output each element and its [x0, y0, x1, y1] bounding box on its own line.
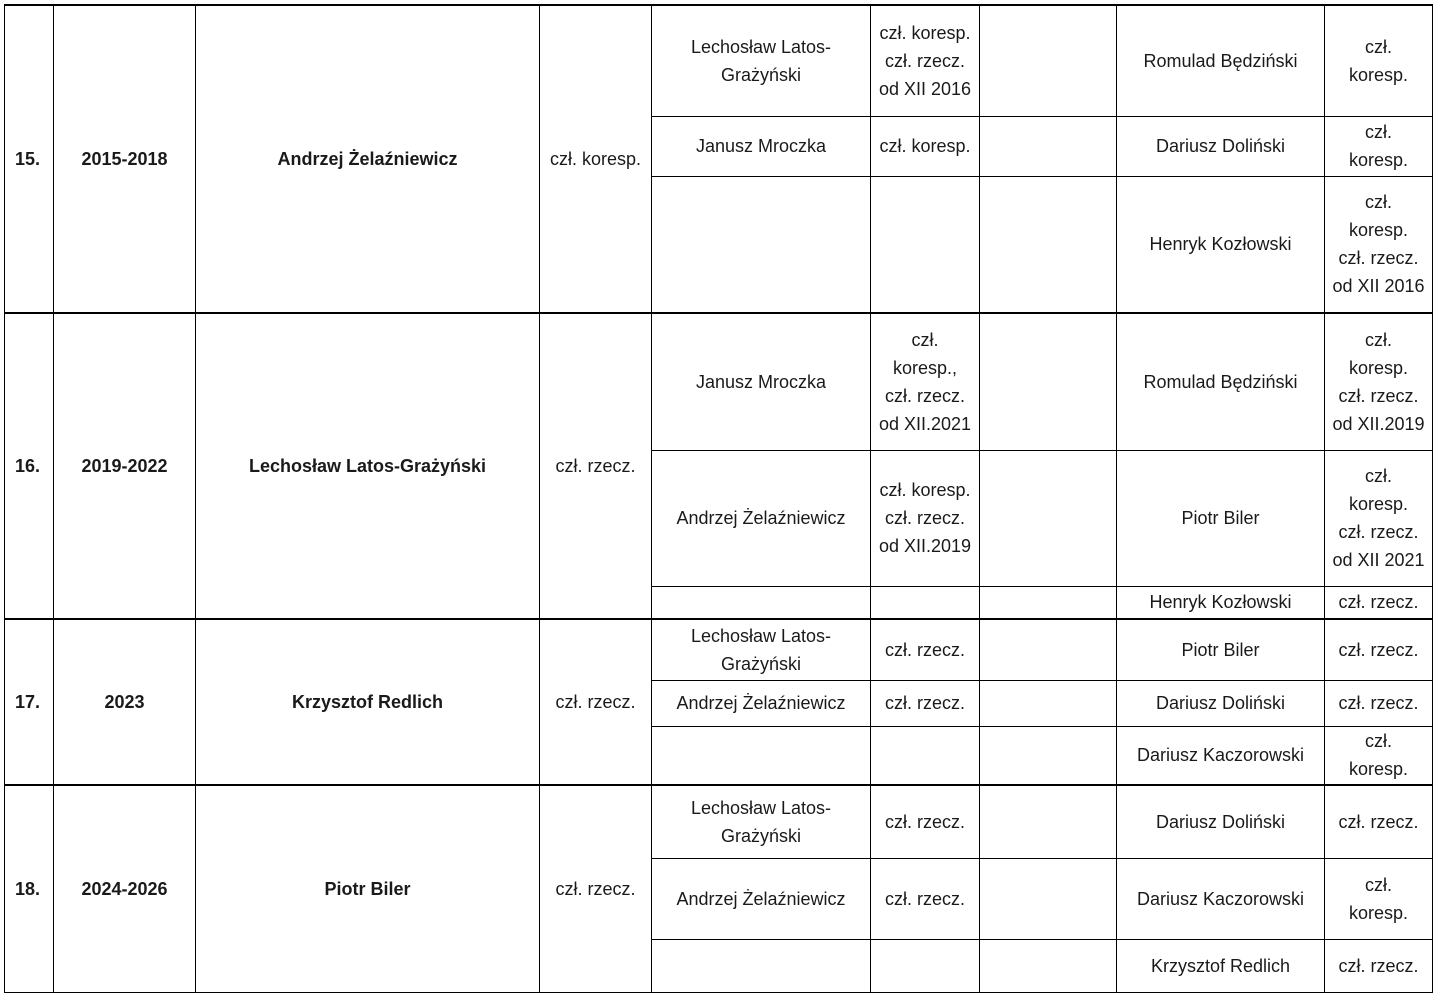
empty-cell — [980, 726, 1117, 785]
member-status-text: czł. koresp. czł. rzecz. od XII 2021 — [1332, 466, 1425, 570]
member-name-text: Janusz Mroczka — [695, 136, 827, 156]
member-status-text: czł. koresp. czł. rzecz. od XII.2019 — [1332, 329, 1425, 434]
term-years: 2023 — [54, 619, 196, 785]
member-status-text: czł. rzecz. — [884, 639, 965, 660]
member-status-text: czł. rzecz. — [884, 888, 965, 909]
chair-name: Piotr Biler — [196, 785, 540, 992]
member-status — [871, 586, 980, 619]
member-status — [871, 313, 980, 450]
member-name-text: Janusz Mroczka — [695, 371, 827, 392]
member-name — [1117, 726, 1325, 785]
term-number: 18. — [5, 785, 54, 992]
chair-status: czł. rzecz. — [540, 313, 652, 619]
member-status — [1325, 726, 1433, 785]
member-name-text: Piotr Biler — [1181, 639, 1260, 660]
member-status-text: czł. rzecz. — [1338, 693, 1419, 713]
member-status-text: czł. koresp. — [1348, 731, 1409, 780]
member-name-text: Dariusz Kaczorowski — [1136, 745, 1305, 766]
member-name-text: Romulad Będziński — [1143, 50, 1298, 71]
empty-cell — [980, 858, 1117, 939]
member-status-text: czł. rzecz. — [884, 693, 965, 713]
member-status-text: czł. koresp. — [1348, 36, 1409, 85]
table-row — [5, 313, 1433, 450]
member-status — [871, 450, 980, 586]
member-status — [1325, 5, 1433, 116]
member-name-text: Henryk Kozłowski — [1149, 234, 1292, 255]
member-name-text: Henryk Kozłowski — [1149, 592, 1292, 613]
member-status — [871, 5, 980, 116]
table-row — [5, 5, 1433, 116]
member-status — [1325, 176, 1433, 313]
member-name — [652, 5, 871, 116]
member-status — [871, 726, 980, 785]
empty-cell — [980, 680, 1117, 726]
member-status-text: czł. rzecz. — [884, 811, 965, 832]
table-row — [5, 785, 1433, 858]
chair-name: Andrzej Żelaźniewicz — [196, 5, 540, 313]
member-name-text: Andrzej Żelaźniewicz — [676, 508, 846, 528]
member-status — [871, 176, 980, 313]
member-status-text: czł. rzecz. — [1338, 639, 1419, 660]
member-name-text: Dariusz Doliński — [1155, 811, 1286, 832]
member-status-text: czł. koresp. — [879, 136, 971, 156]
member-status-text: czł. rzecz. — [1338, 811, 1419, 832]
member-name-text: Krzysztof Redlich — [1150, 955, 1291, 976]
member-status-text: czł. koresp., czł. rzecz. od XII.2021 — [878, 329, 972, 434]
empty-cell — [980, 176, 1117, 313]
member-name — [1117, 858, 1325, 939]
empty-cell — [980, 116, 1117, 176]
member-status-text: czł. rzecz. — [1338, 592, 1419, 613]
member-name — [652, 313, 871, 450]
member-name — [1117, 116, 1325, 176]
member-name — [1117, 5, 1325, 116]
chair-status: czł. koresp. — [540, 5, 652, 313]
term-number: 15. — [5, 5, 54, 313]
member-name-text: Andrzej Żelaźniewicz — [676, 693, 846, 713]
member-status-text: czł. koresp. — [1348, 122, 1409, 170]
member-name-text: Lechosław Latos- Grażyński — [690, 36, 832, 85]
member-name-text: Lechosław Latos- Grażyński — [690, 625, 832, 674]
chair-status: czł. rzecz. — [540, 785, 652, 992]
member-name — [1117, 785, 1325, 858]
empty-cell — [980, 5, 1117, 116]
member-name-text: Dariusz Doliński — [1155, 136, 1286, 156]
member-name — [652, 450, 871, 586]
member-status — [871, 680, 980, 726]
terms-table — [4, 4, 1433, 993]
member-name-text: Dariusz Doliński — [1155, 693, 1286, 713]
member-status-text: czł. rzecz. — [1338, 955, 1419, 976]
empty-cell — [980, 619, 1117, 680]
chair-name: Lechosław Latos-Grażyński — [196, 313, 540, 619]
chair-name: Krzysztof Redlich — [196, 619, 540, 785]
empty-cell — [980, 586, 1117, 619]
member-status-text: czł. koresp. czł. rzecz. od XII 2016 — [1332, 192, 1425, 297]
member-name — [652, 680, 871, 726]
term-number: 16. — [5, 313, 54, 619]
member-status — [1325, 450, 1433, 586]
member-status — [1325, 939, 1433, 992]
empty-cell — [980, 450, 1117, 586]
member-name — [652, 939, 871, 992]
member-status-text: czł. koresp. czł. rzecz. od XII 2016 — [878, 22, 972, 99]
member-name — [652, 785, 871, 858]
member-name-text: Dariusz Kaczorowski — [1136, 888, 1305, 909]
member-status — [1325, 313, 1433, 450]
member-name — [1117, 313, 1325, 450]
member-status-text: czł. koresp. — [1348, 874, 1409, 923]
table-row — [5, 619, 1433, 680]
empty-cell — [980, 313, 1117, 450]
member-name — [652, 586, 871, 619]
empty-cell — [980, 785, 1117, 858]
member-name — [1117, 450, 1325, 586]
member-status — [871, 116, 980, 176]
member-status — [1325, 785, 1433, 858]
member-name — [652, 619, 871, 680]
member-status — [1325, 680, 1433, 726]
member-name — [1117, 176, 1325, 313]
term-years: 2019-2022 — [54, 313, 196, 619]
member-name — [1117, 680, 1325, 726]
member-status — [1325, 858, 1433, 939]
member-status — [1325, 619, 1433, 680]
member-status — [871, 619, 980, 680]
term-years: 2024-2026 — [54, 785, 196, 992]
member-name — [652, 116, 871, 176]
member-name — [1117, 619, 1325, 680]
member-status — [871, 785, 980, 858]
term-number: 17. — [5, 619, 54, 785]
member-name — [1117, 586, 1325, 619]
member-name — [652, 726, 871, 785]
member-name-text: Andrzej Żelaźniewicz — [676, 888, 846, 909]
chair-status: czł. rzecz. — [540, 619, 652, 785]
term-years: 2015-2018 — [54, 5, 196, 313]
member-status-text: czł. koresp. czł. rzecz. od XII.2019 — [878, 480, 972, 556]
empty-cell — [980, 939, 1117, 992]
member-name — [652, 176, 871, 313]
member-name-text: Romulad Będziński — [1143, 371, 1298, 392]
member-status — [871, 939, 980, 992]
member-name — [1117, 939, 1325, 992]
member-status — [1325, 586, 1433, 619]
member-status — [1325, 116, 1433, 176]
member-name-text: Piotr Biler — [1181, 508, 1260, 528]
member-name-text: Lechosław Latos- Grażyński — [690, 797, 832, 846]
member-name — [652, 858, 871, 939]
member-status — [871, 858, 980, 939]
